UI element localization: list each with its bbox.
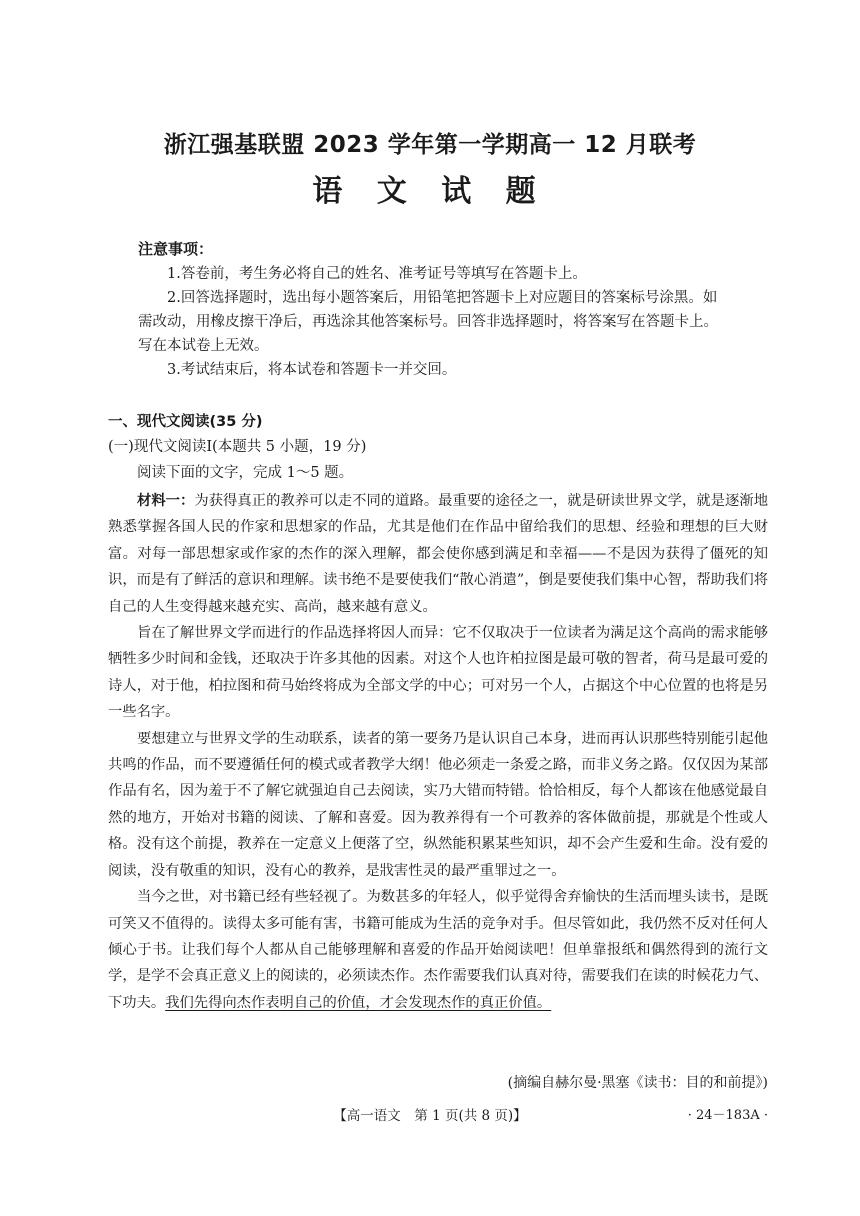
paragraph-1: 材料一：为获得真正的教养可以走不同的道路。最重要的途径之一，就是研读世界文学，就是逐渐地熟悉掌握各国人民的作家和思想家的作品，尤其是他们在作品中留给我们的思想、经验和理想的巨大财富。对每一部思想家或作家的杰作的深入理解，都会使你感到满足和幸福——不是因为获得了僵死的知识，而是有了鲜活的意识和理解。读书绝不是要使我们“散心消遣”，倒是要使我们集中心智，帮助我们将自己的人生变得越来越充实、高尚，越来越有意义。: [108, 493, 769, 615]
reading-passage: [108, 488, 768, 1016]
paragraph-2: 旨在了解世界文学而进行的作品选择将因人而异：它不仅取决于一位读者为满足这个高尚的需求能够牺牲多少时间和金钱，还取决于许多其他的因素。对这个人也许柏拉图是最可敬的智者，荷马是最可爱的诗人，对于他，柏拉图和荷马始终将成为全部文学的中心；可对另一个人，占据这个中心位置的也将是另一些名字。: [108, 625, 768, 721]
exam-title: 浙江强基联盟 2023 学年第一学期高一 12 月联考: [163, 132, 697, 158]
page-footer: 【高一语文 第 1 页(共 8 页)】: [333, 1108, 527, 1124]
paragraph-4: 当今之世，对书籍已经有些轻视了。为数甚多的年轻人，似乎觉得舍弃愉快的生活而埋头读书，是既可笑又不值得的。读得太多可能有害，书籍可能成为生活的竞争对手。但尽管如此，我仍然不反对任何人倾心于书。让我们每个人都从自己能够理解和喜爱的作品开始阅读吧！但单靠报纸和偶然得到的流行文学，是学不会真正意义上的阅读的，必须读杰作。杰作需要我们认真对待，需要我们在读的时候花力气、下功夫。我们先得向杰作表明自己的价值，才会发现杰作的真正价值。: [108, 889, 768, 1011]
instruction: 阅读下面的文字，完成 1～5 题。: [137, 465, 354, 481]
section-heading: 一、现代文阅读(35 分): [108, 414, 263, 430]
exam-code: · 24－183A ·: [687, 1108, 768, 1123]
subject-title: 语 文 试 题: [312, 174, 548, 209]
notice-item-3: 3.考试结束后，将本试卷和答题卡一并交回。: [167, 362, 457, 378]
subsection-heading: (一)现代文阅读Ⅰ(本题共 5 小题，19 分): [108, 439, 367, 455]
notice-list: [138, 262, 728, 382]
material-label: 材料一：: [137, 493, 195, 509]
underlined-sentence: 我们先得向杰作表明自己的价值，才会发现杰作的真正价值。: [165, 994, 552, 1011]
source-citation: (摘编自赫尔曼·黑塞《读书：目的和前提》): [507, 1075, 768, 1091]
notice-item-2: 2.回答选择题时，选出每小题答案后，用铅笔把答题卡上对应题目的答案标号涂黑。如需改动，用橡皮擦干净后，再选涂其他答案标号。回答非选择题时，将答案写在答题卡上。写在本试卷上无效。: [138, 290, 718, 354]
paragraph-3: 要想建立与世界文学的生动联系，读者的第一要务乃是认识自己本身，进而再认识那些特别能引起他共鸣的作品，而不要遵循任何的模式或者教学大纲！他必须走一条爱之路，而非义务之路。仅仅因为某部作品有名，因为羞于不了解它就强迫自己去阅读，实乃大错而特错。恰恰相反，每个人都该在他感觉最自然的地方，开始对书籍的阅读、了解和喜爱。因为教养得有一个可教养的客体做前提，那就是个性或人格。没有这个前提，教养在一定意义上便落了空，纵然能积累某些知识，却不会产生爱和生命。没有爱的阅读，没有敬重的知识，没有心的教养，是戕害性灵的最严重罪过之一。: [108, 730, 768, 879]
notice-heading: 注意事项：: [138, 240, 214, 258]
notice-item-1: 1.答卷前，考生务必将自己的姓名、准考证号等填写在答题卡上。: [167, 266, 587, 282]
